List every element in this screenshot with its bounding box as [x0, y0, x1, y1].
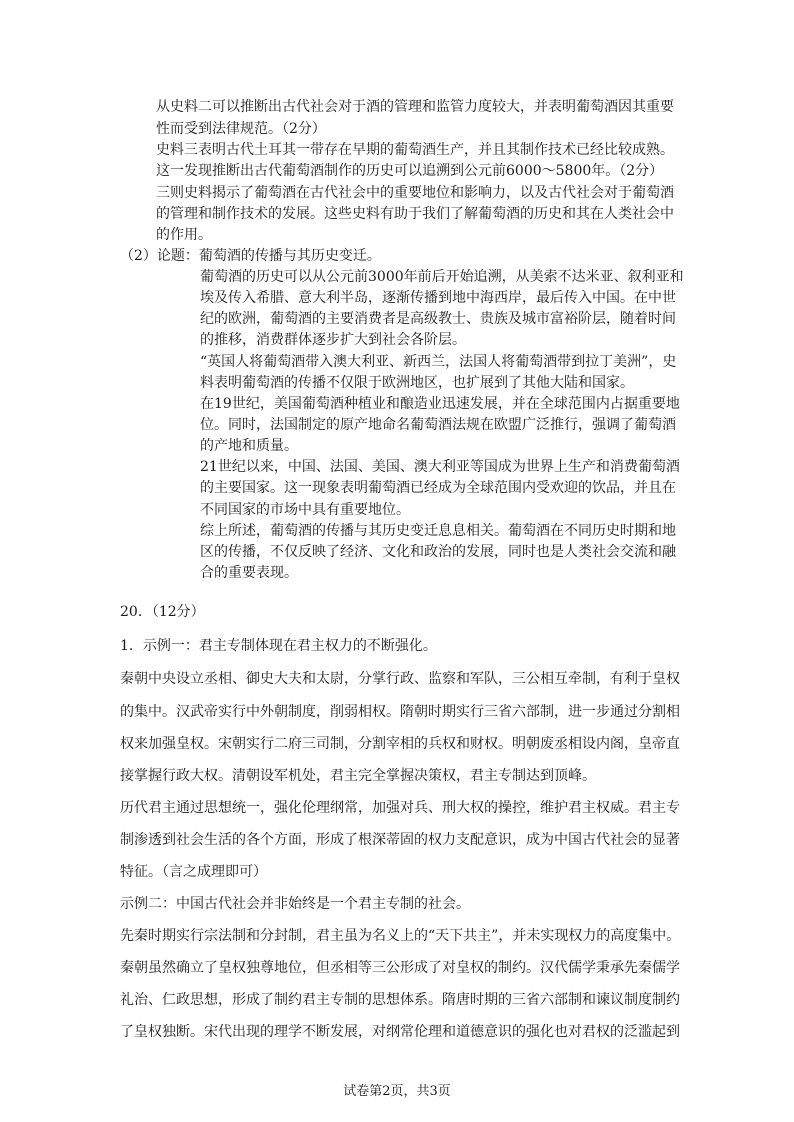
text-line: 的管理和制作技术的发展。这些史料有助于我们了解葡萄酒的历史和其在人类社会中: [156, 206, 674, 222]
text-line: 了皇权独断。宋代出现的理学不断发展，对纲常伦理和道德意识的强化也对君权的泛滥起到: [120, 1024, 680, 1040]
text-line: 这一发现推断出古代葡萄酒制作的历史可以追溯到公元前6000～5800年。（2分）: [156, 163, 664, 179]
text-line: 不同国家的市场中具有重要地位。: [200, 502, 410, 518]
text-line: 秦朝中央设立丞相、御史大夫和太尉，分掌行政、监察和军队，三公相互牵制，有利于皇权: [120, 671, 680, 687]
question-heading: 20．（12分）: [120, 604, 205, 620]
text-line: 的产地和质量。: [200, 438, 298, 454]
text-line: 示例二：中国古代社会并非始终是一个君主专制的社会。: [120, 896, 470, 912]
text-line: 制渗透到社会生活的各个方面，形成了根深蒂固的权力支配意识，成为中国古代社会的显著: [120, 832, 680, 848]
text-line: 位。同时，法国制定的原产地命名葡萄酒法规在欧盟广泛推行，强调了葡萄酒: [200, 417, 676, 433]
text-line: 三则史料揭示了葡萄酒在古代社会中的重要地位和影响力，以及古代社会对于葡萄酒: [156, 185, 674, 201]
text-line: 埃及传入希腊、意大利半岛，逐渐传播到地中海西岸，最后传入中国。在中世: [200, 290, 676, 306]
text-line: 葡萄酒的历史可以从公元前3000年前后开始追溯，从美索不达米亚、叙利亚和: [200, 269, 684, 285]
text-line: 21世纪以来，中国、法国、美国、澳大利亚等国成为世界上生产和消费葡萄酒: [200, 459, 680, 475]
text-line: 特征。（言之成理即可）: [120, 864, 267, 880]
text-line: 1．示例一：君主专制体现在君主权力的不断强化。: [120, 638, 437, 654]
text-line: 性而受到法律规范。（2分）: [156, 121, 326, 137]
text-line: 先秦时期实行宗法制和分封制，君主虽为名义上的“天下共主”，并未实现权力的高度集中。: [120, 928, 681, 944]
text-line: 的推移，消费群体逐步扩大到社会各阶层。: [200, 332, 466, 348]
text-line: 权来加强皇权。宋朝实行二府三司制，分割宰相的兵权和财权。明朝废丞相设内阁，皇帝直: [120, 736, 680, 752]
text-line: 合的重要表现。: [200, 565, 298, 581]
page-footer: 试卷第2页，共3页: [343, 1084, 451, 1099]
text-line: 的作用。: [156, 227, 212, 243]
text-line: 史料三表明古代土耳其一带存在早期的葡萄酒生产，并且其制作技术已经比较成熟。: [156, 142, 674, 158]
text-line: 区的传播，不仅反映了经济、文化和政治的发展，同时也是人类社会交流和融: [200, 544, 676, 560]
text-line: 综上所述，葡萄酒的传播与其历史变迁息息相关。葡萄酒在不同历史时期和地: [200, 523, 676, 539]
topic-heading: （2）论题：葡萄酒的传播与其历史变迁。: [120, 248, 381, 264]
text-line: 纪的欧洲，葡萄酒的主要消费者是高级教士、贵族及城市富裕阶层，随着时间: [200, 311, 676, 327]
text-line: 从史料二可以推断出古代社会对于酒的管理和监管力度较大，并表明葡萄酒因其重要: [156, 99, 674, 115]
text-line: 秦朝虽然确立了皇权独尊地位，但丞相等三公形成了对皇权的制约。汉代儒学秉承先秦儒学: [120, 960, 680, 976]
text-line: 的主要国家。这一现象表明葡萄酒已经成为全球范围内受欢迎的饮品，并且在: [200, 480, 676, 496]
text-line: 在19世纪，美国葡萄酒种植业和酿造业迅速发展，并在全球范围内占据重要地: [200, 396, 680, 412]
text-line: 的集中。汉武帝实行中外朝制度，削弱相权。隋朝时期实行三省六部制，进一步通过分割相: [120, 704, 680, 720]
text-line: 料表明葡萄酒的传播不仅限于欧洲地区，也扩展到了其他大陆和国家。: [200, 375, 634, 391]
text-line: 礼治、仁政思想，形成了制约君主专制的思想体系。隋唐时期的三省六部制和谏议制度制约: [120, 992, 680, 1008]
text-line: “英国人将葡萄酒带入澳大利亚、新西兰，法国人将葡萄酒带到拉丁美洲”，史: [200, 354, 677, 370]
text-line: 历代君主通过思想统一，强化伦理纲常，加强对兵、刑大权的操控，维护君主权威。君主专: [120, 800, 680, 816]
text-line: 接掌握行政大权。清朝设军机处，君主完全掌握决策权，君主专制达到顶峰。: [120, 768, 596, 784]
